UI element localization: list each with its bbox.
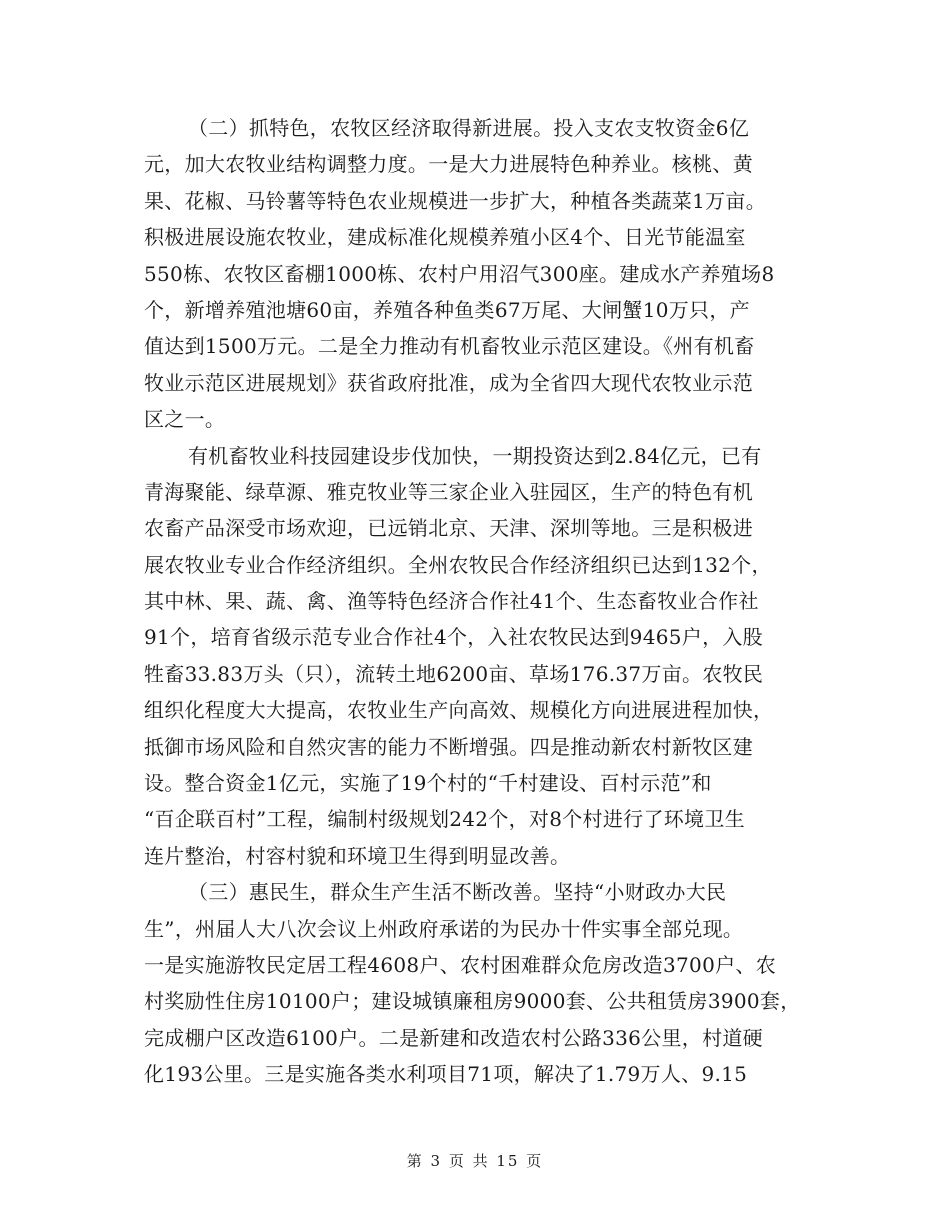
text-line: 550栋、农牧区畜棚1000栋、农村户用沼气300座。建成水产养殖场8 bbox=[144, 261, 775, 286]
text-line: 值达到1500万元。二是全力推动有机畜牧业示范区建设。《州有机畜 bbox=[144, 334, 755, 359]
text-line: 牧业示范区进展规划》获省政府批准，成为全省四大现代农牧业示范 bbox=[144, 370, 753, 395]
text-line: 完成棚户区改造6100户。二是新建和改造农村公路336公里，村道硬 bbox=[144, 1025, 763, 1050]
text-line: 化193公里。三是实施各类水利项目71项，解决了1.79万人、9.15 bbox=[144, 1062, 748, 1087]
text-line: 村奖励性住房10100户；建设城镇廉租房9000套、公共租赁房3900套， bbox=[144, 989, 801, 1014]
text-line: 组织化程度大大提高，农牧业生产向高效、规模化方向进展进程加快， bbox=[144, 698, 774, 723]
text-line: 展农牧业专业合作经济组织。全州农牧民合作经济组织已达到132个， bbox=[144, 552, 772, 577]
page-footer: 第 3 页 共 15 页 bbox=[406, 1152, 544, 1170]
text-line: 果、花椒、马铃薯等特色农业规模进一步扩大，种植各类蔬菜1万亩。 bbox=[144, 188, 767, 213]
text-line: 连片整治，村容村貌和环境卫生得到明显改善。 bbox=[144, 843, 571, 868]
text-line: 积极进展设施农牧业，建成标准化规模养殖小区4个、日光节能温室 bbox=[144, 225, 746, 250]
text-line: （三）惠民生，群众生产生活不断改善。坚持“小财政办大民 bbox=[188, 880, 727, 905]
text-line: 青海聚能、绿草源、雅克牧业等三家企业入驻园区，生产的特色有机 bbox=[144, 479, 753, 504]
text-line: （二）抓特色，农牧区经济取得新进展。投入支农支牧资金6亿 bbox=[188, 116, 750, 140]
text-line: 设。整合资金1亿元，实施了19个村的“千村建设、百村示范”和 bbox=[144, 771, 712, 796]
text-line: 91个，培育省级示范专业合作社4个，入社农牧民达到9465户，入股 bbox=[144, 625, 763, 650]
text-line: 有机畜牧业科技园建设步伐加快，一期投资达到2.84亿元，已有 bbox=[188, 443, 762, 468]
text-line: 生”，州届人大八次会议上州政府承诺的为民办十件实事全部兑现。 bbox=[144, 916, 744, 941]
text-line: 区之一。 bbox=[144, 407, 226, 432]
text-line: 个，新增养殖池塘60亩，养殖各种鱼类67万尾、大闸蟹10万只，产 bbox=[144, 297, 750, 322]
text-line: 抵御市场风险和自然灾害的能力不断增强。四是推动新农村新牧区建 bbox=[144, 734, 753, 759]
body-text bbox=[144, 110, 814, 1093]
text-line: “百企联百村”工程，编制村级规划242个，对8个村进行了环境卫生 bbox=[144, 807, 745, 832]
text-line: 元，加大农牧业结构调整力度。一是大力进展特色种养业。核桃、黄 bbox=[144, 152, 753, 177]
text-line: 其中林、果、蔬、禽、渔等特色经济合作社41个、生态畜牧业合作社 bbox=[144, 589, 759, 614]
text-line: 农畜产品深受市场欢迎，已远销北京、天津、深圳等地。三是积极进 bbox=[144, 516, 753, 541]
text-line: 牲畜33.83万头（只），流转土地6200亩、草场176.37万亩。农牧民 bbox=[144, 661, 764, 686]
text-line: 一是实施游牧民定居工程4608户、农村困难群众危房改造3700户、农 bbox=[144, 952, 776, 977]
